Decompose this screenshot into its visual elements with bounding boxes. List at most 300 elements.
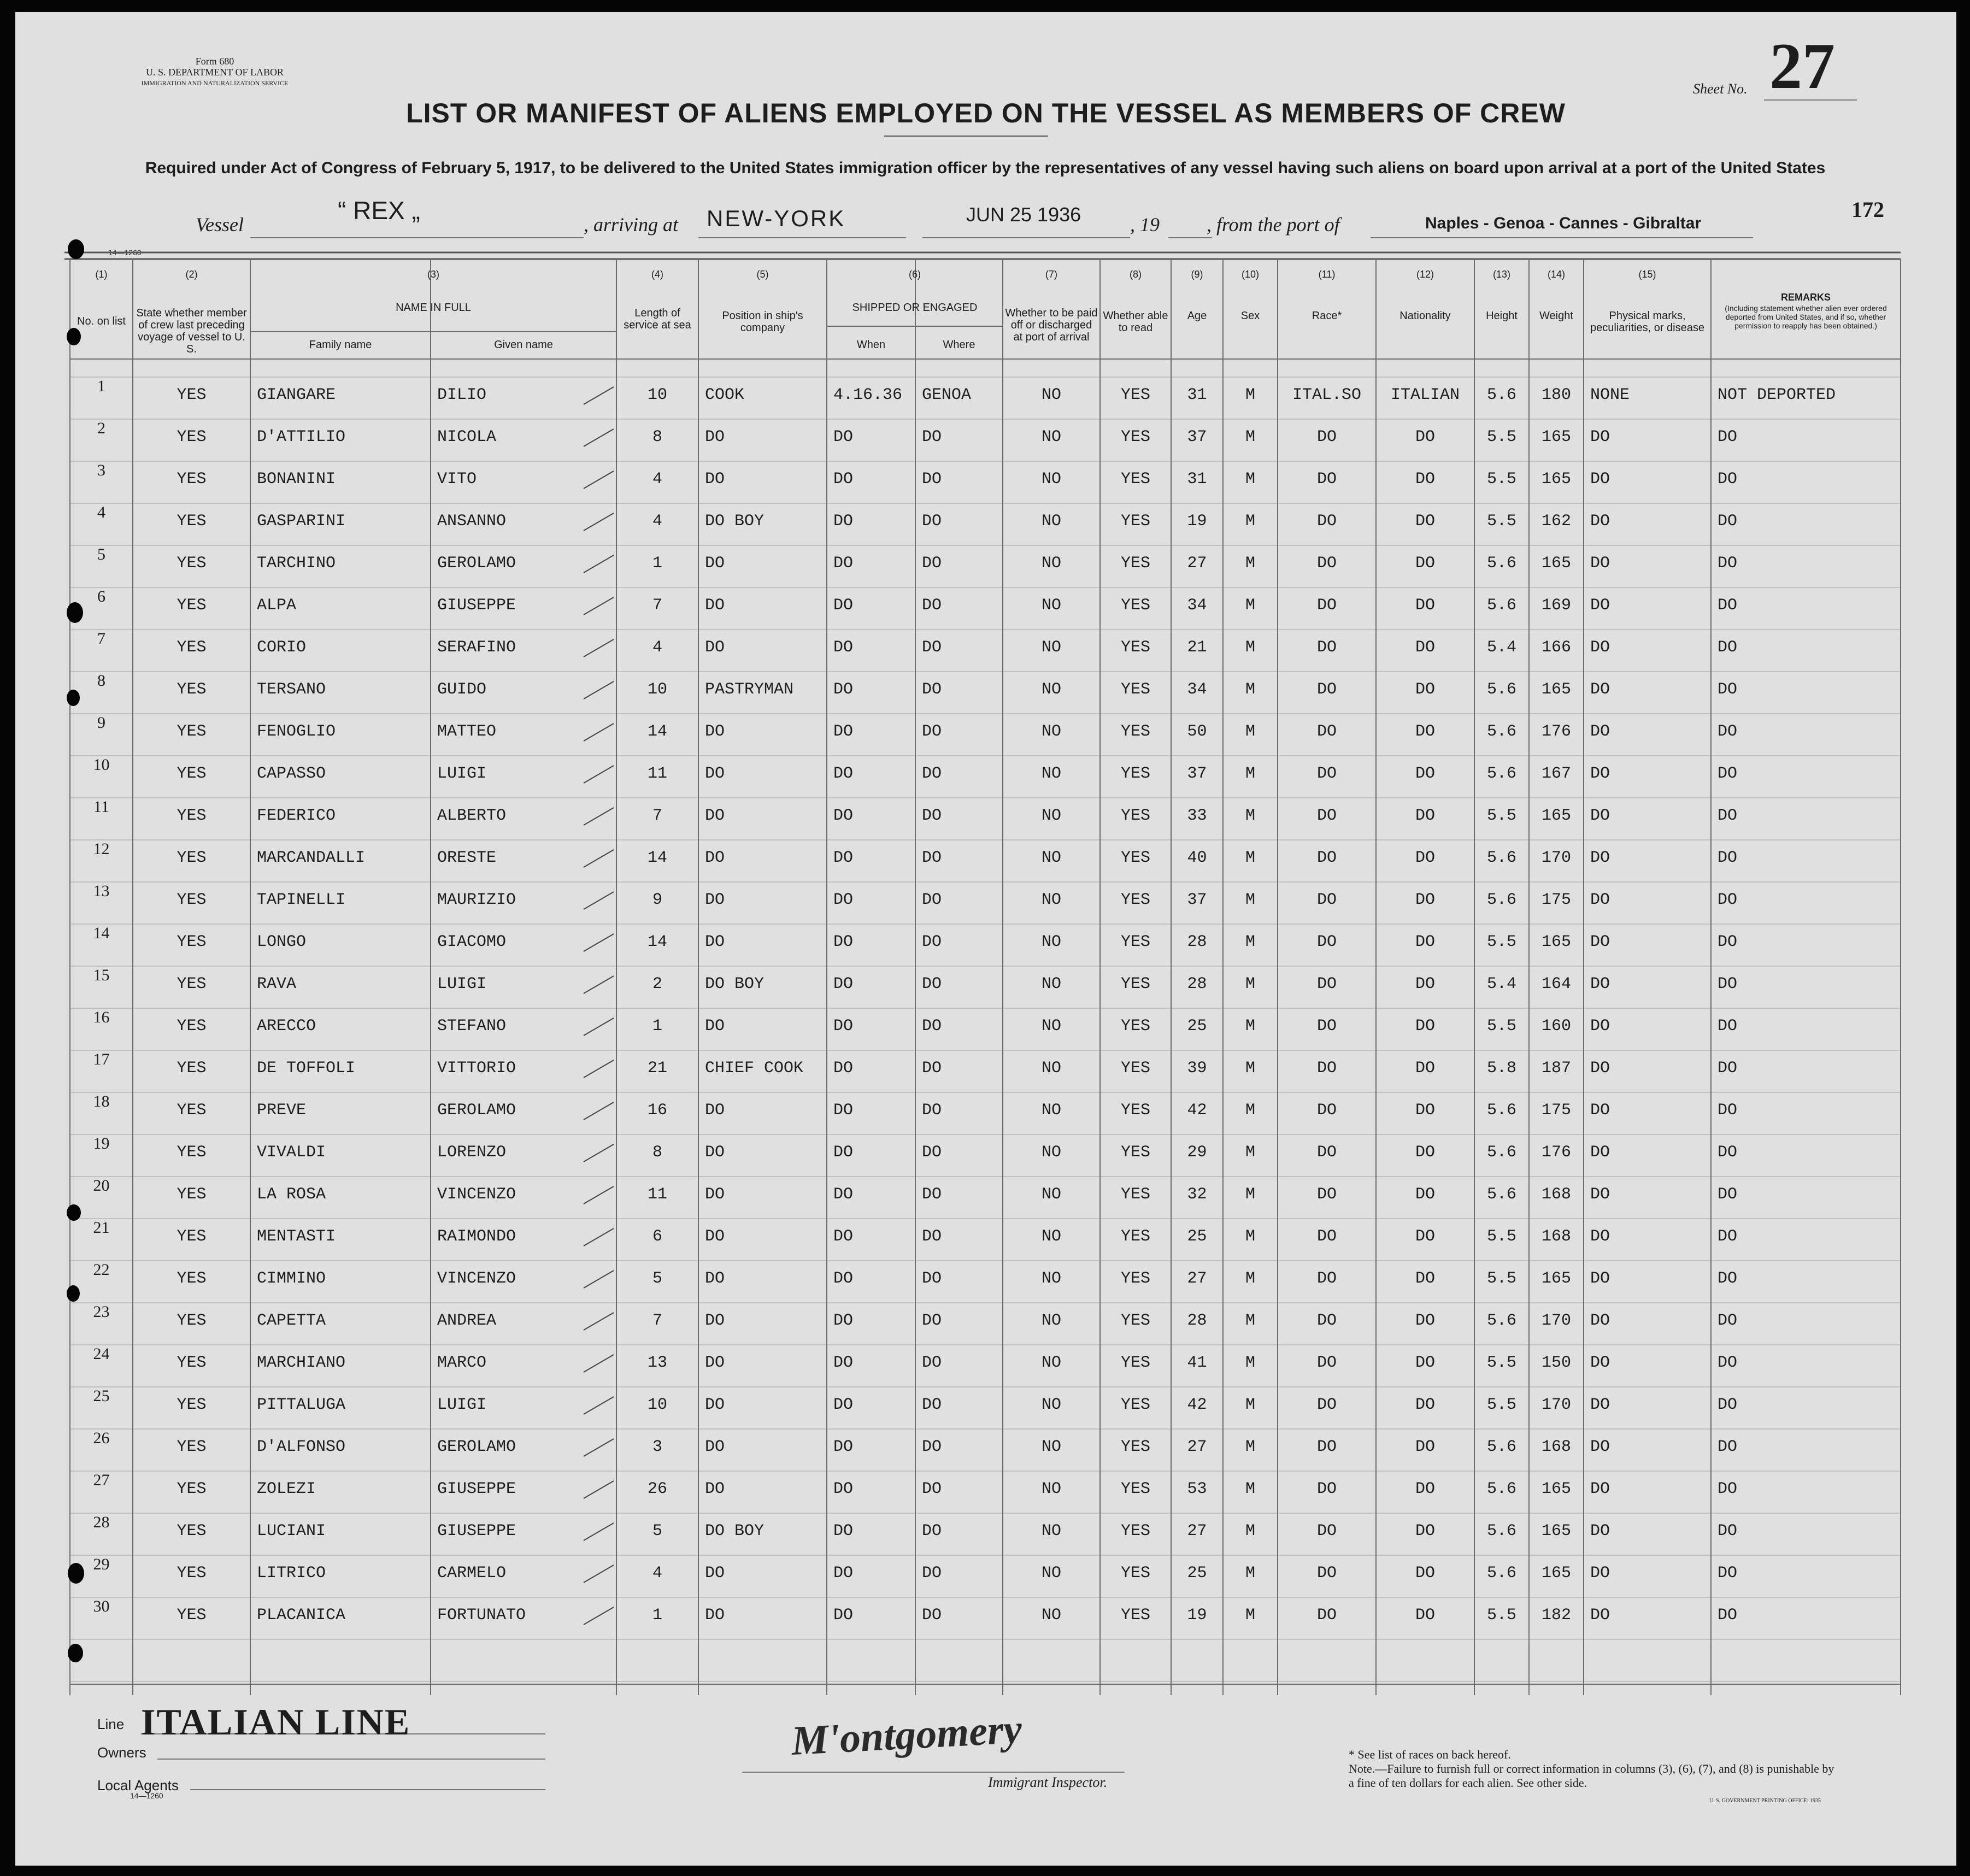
cell-weight: 165 — [1541, 933, 1571, 951]
punch-hole — [67, 1204, 81, 1221]
cell-marks: DO — [1590, 1227, 1610, 1246]
column-header: Sex — [1240, 310, 1260, 322]
cell-service: 16 — [647, 1101, 667, 1120]
column-subheader: Where — [943, 339, 975, 351]
cell-remarks: DO — [1718, 470, 1738, 489]
cell-age: 27 — [1187, 1269, 1207, 1288]
punch-hole — [67, 602, 83, 623]
cell-paid-off: NO — [1041, 1522, 1061, 1540]
cell-given: GEROLAMO — [437, 1438, 516, 1456]
cell-paid-off: NO — [1041, 512, 1061, 531]
cell-given: ANSANNO — [437, 512, 507, 531]
cell-height: 5.5 — [1486, 1017, 1516, 1036]
cell-when: DO — [833, 1312, 854, 1330]
cell-family: CAPASSO — [257, 764, 326, 783]
cell-given: VITTORIO — [437, 1059, 516, 1078]
cell-service: 4 — [652, 470, 662, 489]
cell-age: 19 — [1187, 512, 1207, 531]
cell-race: DO — [1316, 1480, 1337, 1498]
cell-family: ARECCO — [257, 1017, 316, 1036]
cell-nationality: DO — [1415, 933, 1435, 951]
cell-paid-off: NO — [1041, 680, 1061, 699]
cell-race: DO — [1316, 764, 1337, 783]
cell-prev: YES — [177, 554, 207, 573]
column-number: (15) — [1638, 269, 1656, 280]
cell-weight: 168 — [1541, 1227, 1571, 1246]
cell-nationality: DO — [1415, 1480, 1435, 1498]
cell-marks: DO — [1590, 849, 1610, 867]
cell-family: MARCHIANO — [257, 1354, 346, 1372]
cell-sex: M — [1245, 1227, 1255, 1246]
cell-prev: YES — [177, 1438, 207, 1456]
cell-sex: M — [1245, 1354, 1255, 1372]
punch-hole — [68, 239, 84, 259]
arriving-label: , arriving at — [584, 214, 679, 236]
cell-no: 10 — [93, 756, 110, 774]
cell-where: DO — [922, 1480, 942, 1498]
cell-nationality: DO — [1415, 1438, 1435, 1456]
cell-where: DO — [922, 1522, 942, 1540]
cell-nationality: DO — [1415, 807, 1435, 825]
vessel-label: Vessel — [196, 214, 244, 236]
cell-where: DO — [922, 1017, 942, 1036]
column-number: (3) — [427, 269, 439, 280]
cell-weight: 165 — [1541, 470, 1571, 489]
cell-read: YES — [1120, 1438, 1150, 1456]
cell-when: DO — [833, 1438, 854, 1456]
cell-marks: DO — [1590, 975, 1610, 993]
cell-prev: YES — [177, 1101, 207, 1120]
cell-race: DO — [1316, 933, 1337, 951]
cell-height: 5.6 — [1486, 764, 1516, 783]
cell-weight: 170 — [1541, 849, 1571, 867]
cell-service: 1 — [652, 1017, 662, 1036]
cell-position: DO — [705, 428, 725, 446]
cell-read: YES — [1120, 596, 1150, 615]
cell-age: 32 — [1187, 1185, 1207, 1204]
cell-family: PREVE — [257, 1101, 307, 1120]
cell-nationality: DO — [1415, 1269, 1435, 1288]
cell-height: 5.6 — [1486, 596, 1516, 615]
cell-where: GENOA — [922, 386, 972, 404]
cell-height: 5.6 — [1486, 1185, 1516, 1204]
cell-age: 34 — [1187, 596, 1207, 615]
cell-sex: M — [1245, 554, 1255, 573]
cell-marks: DO — [1590, 1480, 1610, 1498]
cell-height: 5.6 — [1486, 849, 1516, 867]
cell-no: 2 — [97, 419, 105, 437]
cell-service: 1 — [652, 554, 662, 573]
cell-weight: 182 — [1541, 1606, 1571, 1625]
cell-weight: 187 — [1541, 1059, 1571, 1078]
cell-where: DO — [922, 512, 942, 531]
cell-nationality: DO — [1415, 1101, 1435, 1120]
cell-prev: YES — [177, 807, 207, 825]
cell-position: DO BOY — [705, 1522, 765, 1540]
cell-service: 4 — [652, 512, 662, 531]
cell-paid-off: NO — [1041, 891, 1061, 909]
cell-paid-off: NO — [1041, 1564, 1061, 1583]
cell-height: 5.5 — [1486, 807, 1516, 825]
cell-remarks: DO — [1718, 1522, 1738, 1540]
column-header: Position in ship's company — [722, 310, 803, 334]
cell-remarks: DO — [1718, 933, 1738, 951]
cell-read: YES — [1120, 1059, 1150, 1078]
cell-position: DO — [705, 596, 725, 615]
cell-position: DO — [705, 933, 725, 951]
cell-given: VINCENZO — [437, 1269, 516, 1288]
cell-where: DO — [922, 975, 942, 993]
cell-when: DO — [833, 1269, 854, 1288]
cell-paid-off: NO — [1041, 1269, 1061, 1288]
cell-no: 19 — [93, 1134, 110, 1152]
cell-read: YES — [1120, 680, 1150, 699]
cell-sex: M — [1245, 1480, 1255, 1498]
cell-nationality: DO — [1415, 722, 1435, 741]
cell-service: 14 — [647, 849, 667, 867]
cell-given: MARCO — [437, 1354, 487, 1372]
cell-age: 41 — [1187, 1354, 1207, 1372]
cell-prev: YES — [177, 975, 207, 993]
column-header: NAME IN FULL — [396, 302, 471, 314]
cell-given: VITO — [437, 470, 477, 489]
cell-marks: DO — [1590, 1396, 1610, 1414]
column-number: (4) — [651, 269, 663, 280]
cell-remarks: DO — [1718, 596, 1738, 615]
cell-service: 3 — [652, 1438, 662, 1456]
cell-service: 13 — [647, 1354, 667, 1372]
cell-race: DO — [1316, 1143, 1337, 1162]
cell-marks: DO — [1590, 1354, 1610, 1372]
cell-service: 5 — [652, 1269, 662, 1288]
punch-hole — [67, 328, 81, 345]
cell-position: CHIEF COOK — [705, 1059, 804, 1078]
cell-paid-off: NO — [1041, 849, 1061, 867]
cell-where: DO — [922, 1059, 942, 1078]
cell-marks: DO — [1590, 1312, 1610, 1330]
cell-prev: YES — [177, 1185, 207, 1204]
cell-where: DO — [922, 428, 942, 446]
owners-label: Owners — [97, 1744, 146, 1761]
cell-weight: 160 — [1541, 1017, 1571, 1036]
cell-marks: DO — [1590, 554, 1610, 573]
cell-marks: DO — [1590, 428, 1610, 446]
cell-weight: 162 — [1541, 512, 1571, 531]
cell-marks: DO — [1590, 1143, 1610, 1162]
cell-where: DO — [922, 638, 942, 657]
cell-height: 5.5 — [1486, 1227, 1516, 1246]
cell-no: 6 — [97, 587, 105, 605]
cell-read: YES — [1120, 933, 1150, 951]
cell-no: 13 — [93, 882, 110, 900]
cell-age: 28 — [1187, 975, 1207, 993]
page-subtitle: Required under Act of Congress of February 5, 1917, to be delivered to the United States immigration officer by the representatives of any vessel having such aliens on board upon arrival at a port of the United States — [145, 159, 1826, 177]
form-number: Form 680 — [195, 56, 234, 67]
cell-family: VIVALDI — [257, 1143, 326, 1162]
cell-paid-off: NO — [1041, 1396, 1061, 1414]
cell-position: DO — [705, 764, 725, 783]
shipping-line-name: ITALIAN LINE — [141, 1701, 411, 1743]
cell-age: 19 — [1187, 1606, 1207, 1625]
cell-remarks: DO — [1718, 1269, 1738, 1288]
cell-read: YES — [1120, 1606, 1150, 1625]
cell-paid-off: NO — [1041, 975, 1061, 993]
cell-position: DO — [705, 722, 725, 741]
line-label: Line — [97, 1716, 125, 1732]
cell-race: DO — [1316, 1227, 1337, 1246]
cell-paid-off: NO — [1041, 807, 1061, 825]
cell-paid-off: NO — [1041, 1438, 1061, 1456]
cell-read: YES — [1120, 386, 1150, 404]
cell-service: 1 — [652, 1606, 662, 1625]
cell-read: YES — [1120, 807, 1150, 825]
cell-service: 4 — [652, 1564, 662, 1583]
cell-where: DO — [922, 764, 942, 783]
cell-where: DO — [922, 1564, 942, 1583]
column-number: (9) — [1191, 269, 1203, 280]
cell-sex: M — [1245, 1143, 1255, 1162]
cell-service: 9 — [652, 891, 662, 909]
column-header: State whether member of crew last preceding voyage of vessel to U. S. — [136, 307, 247, 355]
cell-nationality: DO — [1415, 764, 1435, 783]
cell-remarks: DO — [1718, 638, 1738, 657]
cell-read: YES — [1120, 1185, 1150, 1204]
cell-no: 17 — [93, 1050, 110, 1068]
cell-remarks: DO — [1718, 1143, 1738, 1162]
cell-nationality: DO — [1415, 428, 1435, 446]
cell-read: YES — [1120, 849, 1150, 867]
cell-weight: 164 — [1541, 975, 1571, 993]
cell-given: GIACOMO — [437, 933, 507, 951]
cell-no: 28 — [93, 1513, 110, 1531]
cell-sex: M — [1245, 386, 1255, 404]
cell-remarks: DO — [1718, 1185, 1738, 1204]
cell-age: 37 — [1187, 428, 1207, 446]
cell-paid-off: NO — [1041, 1059, 1061, 1078]
cell-paid-off: NO — [1041, 1606, 1061, 1625]
cell-race: DO — [1316, 1101, 1337, 1120]
column-header: Whether able to read — [1103, 310, 1168, 334]
cell-given: GEROLAMO — [437, 1101, 516, 1120]
cell-age: 50 — [1187, 722, 1207, 741]
cell-sex: M — [1245, 1059, 1255, 1078]
cell-prev: YES — [177, 891, 207, 909]
printer-imprint: U. S. GOVERNMENT PRINTING OFFICE: 1935 — [1709, 1798, 1821, 1804]
cell-marks: DO — [1590, 1185, 1610, 1204]
cell-no: 7 — [97, 630, 105, 648]
cell-service: 7 — [652, 807, 662, 825]
cell-nationality: DO — [1415, 512, 1435, 531]
cell-height: 5.5 — [1486, 428, 1516, 446]
column-subheader: Given name — [494, 339, 553, 351]
cell-where: DO — [922, 554, 942, 573]
cell-race: DO — [1316, 512, 1337, 531]
cell-race: DO — [1316, 1312, 1337, 1330]
cell-when: DO — [833, 1354, 854, 1372]
year-label: , 19 — [1130, 214, 1160, 236]
cell-position: DO BOY — [705, 975, 765, 993]
cell-paid-off: NO — [1041, 470, 1061, 489]
footnote — [1349, 1748, 1840, 1790]
cell-height: 5.6 — [1486, 1312, 1516, 1330]
cell-service: 11 — [647, 1185, 667, 1204]
cell-service: 8 — [652, 1143, 662, 1162]
cell-marks: DO — [1590, 680, 1610, 699]
cell-race: DO — [1316, 975, 1337, 993]
cell-age: 34 — [1187, 680, 1207, 699]
cell-position: DO — [705, 1564, 725, 1583]
cell-position: DO — [705, 1143, 725, 1162]
cell-service: 2 — [652, 975, 662, 993]
cell-family: CIMMINO — [257, 1269, 326, 1288]
cell-given: LORENZO — [437, 1143, 507, 1162]
cell-service: 8 — [652, 428, 662, 446]
cell-race: ITAL.SO — [1292, 386, 1362, 404]
cell-no: 18 — [93, 1092, 110, 1110]
cell-family: LUCIANI — [257, 1522, 326, 1540]
column-number: (12) — [1416, 269, 1434, 280]
cell-sex: M — [1245, 680, 1255, 699]
column-number: REMARKS — [1780, 292, 1831, 303]
cell-age: 37 — [1187, 764, 1207, 783]
cell-age: 42 — [1187, 1101, 1207, 1120]
cell-family: LITRICO — [257, 1564, 326, 1583]
cell-family: TERSANO — [257, 680, 326, 699]
cell-weight: 180 — [1541, 386, 1571, 404]
column-number: (11) — [1318, 269, 1336, 280]
cell-prev: YES — [177, 849, 207, 867]
cell-height: 5.6 — [1486, 554, 1516, 573]
cell-given: MATTEO — [437, 722, 497, 741]
page-title: LIST OR MANIFEST OF ALIENS EMPLOYED ON THE VESSEL AS MEMBERS OF CREW — [406, 98, 1566, 128]
cell-weight: 176 — [1541, 1143, 1571, 1162]
cell-remarks: DO — [1718, 849, 1738, 867]
cell-marks: DO — [1590, 722, 1610, 741]
page-reference-number: 172 — [1851, 197, 1884, 222]
cell-prev: YES — [177, 1396, 207, 1414]
cell-service: 4 — [652, 638, 662, 657]
cell-position: DO — [705, 1269, 725, 1288]
cell-no: 30 — [93, 1597, 110, 1615]
column-number: (1) — [95, 269, 108, 280]
cell-family: DE TOFFOLI — [257, 1059, 356, 1078]
cell-given: GIUSEPPE — [437, 596, 516, 615]
cell-weight: 165 — [1541, 1522, 1571, 1540]
cell-given: GIUSEPPE — [437, 1480, 516, 1498]
cell-remarks: DO — [1718, 807, 1738, 825]
cell-marks: DO — [1590, 1438, 1610, 1456]
cell-position: DO — [705, 1396, 725, 1414]
column-header: Height — [1486, 310, 1518, 322]
cell-remarks: DO — [1718, 1480, 1738, 1498]
cell-nationality: DO — [1415, 1017, 1435, 1036]
agents-code: 14—1260 — [130, 1791, 163, 1800]
cell-when: DO — [833, 554, 854, 573]
cell-nationality: DO — [1415, 891, 1435, 909]
cell-nationality: ITALIAN — [1390, 386, 1460, 404]
cell-sex: M — [1245, 891, 1255, 909]
cell-paid-off: NO — [1041, 596, 1061, 615]
cell-where: DO — [922, 1101, 942, 1120]
cell-service: 14 — [647, 722, 667, 741]
cell-height: 5.8 — [1486, 1059, 1516, 1078]
cell-paid-off: NO — [1041, 386, 1061, 404]
cell-remarks: DO — [1718, 1101, 1738, 1120]
cell-age: 27 — [1187, 554, 1207, 573]
cell-family: FENOGLIO — [257, 722, 336, 741]
cell-where: DO — [922, 849, 942, 867]
cell-remarks: DO — [1718, 891, 1738, 909]
cell-position: DO — [705, 1017, 725, 1036]
cell-read: YES — [1120, 1396, 1150, 1414]
cell-when: DO — [833, 1606, 854, 1625]
cell-position: DO — [705, 1227, 725, 1246]
cell-nationality: DO — [1415, 1606, 1435, 1625]
cell-where: DO — [922, 722, 942, 741]
cell-read: YES — [1120, 1480, 1150, 1498]
cell-sex: M — [1245, 1606, 1255, 1625]
cell-age: 33 — [1187, 807, 1207, 825]
cell-height: 5.6 — [1486, 722, 1516, 741]
cell-no: 1 — [97, 377, 105, 395]
cell-no: 20 — [93, 1177, 110, 1195]
cell-age: 28 — [1187, 1312, 1207, 1330]
cell-nationality: DO — [1415, 554, 1435, 573]
cell-height: 5.4 — [1486, 975, 1516, 993]
cell-weight: 165 — [1541, 1480, 1571, 1498]
cell-where: DO — [922, 1312, 942, 1330]
cell-where: DO — [922, 1269, 942, 1288]
cell-no: 9 — [97, 714, 105, 732]
cell-height: 5.5 — [1486, 470, 1516, 489]
cell-sex: M — [1245, 975, 1255, 993]
cell-remarks: DO — [1718, 1438, 1738, 1456]
column-header: No. on list — [77, 315, 126, 327]
cell-weight: 175 — [1541, 891, 1571, 909]
cell-sex: M — [1245, 1522, 1255, 1540]
inspector-label: Immigrant Inspector. — [988, 1774, 1108, 1790]
cell-race: DO — [1316, 428, 1337, 446]
cell-race: DO — [1316, 638, 1337, 657]
cell-race: DO — [1316, 1185, 1337, 1204]
cell-when: DO — [833, 1564, 854, 1583]
cell-height: 5.6 — [1486, 1101, 1516, 1120]
cell-where: DO — [922, 1143, 942, 1162]
cell-prev: YES — [177, 1059, 207, 1078]
cell-service: 21 — [647, 1059, 667, 1078]
cell-given: VINCENZO — [437, 1185, 516, 1204]
cell-family: CORIO — [257, 638, 307, 657]
cell-read: YES — [1120, 638, 1150, 657]
cell-read: YES — [1120, 975, 1150, 993]
cell-when: DO — [833, 512, 854, 531]
punch-hole — [68, 1563, 84, 1584]
cell-marks: DO — [1590, 1059, 1610, 1078]
cell-read: YES — [1120, 764, 1150, 783]
cell-given: GEROLAMO — [437, 554, 516, 573]
cell-when: DO — [833, 975, 854, 993]
cell-race: DO — [1316, 722, 1337, 741]
cell-when: DO — [833, 1227, 854, 1246]
cell-remarks: DO — [1718, 1312, 1738, 1330]
cell-read: YES — [1120, 470, 1150, 489]
cell-family: CAPETTA — [257, 1312, 326, 1330]
cell-sex: M — [1245, 1564, 1255, 1583]
cell-weight: 150 — [1541, 1354, 1571, 1372]
cell-remarks: NOT DEPORTED — [1718, 386, 1836, 404]
cell-marks: DO — [1590, 512, 1610, 531]
cell-nationality: DO — [1415, 1059, 1435, 1078]
